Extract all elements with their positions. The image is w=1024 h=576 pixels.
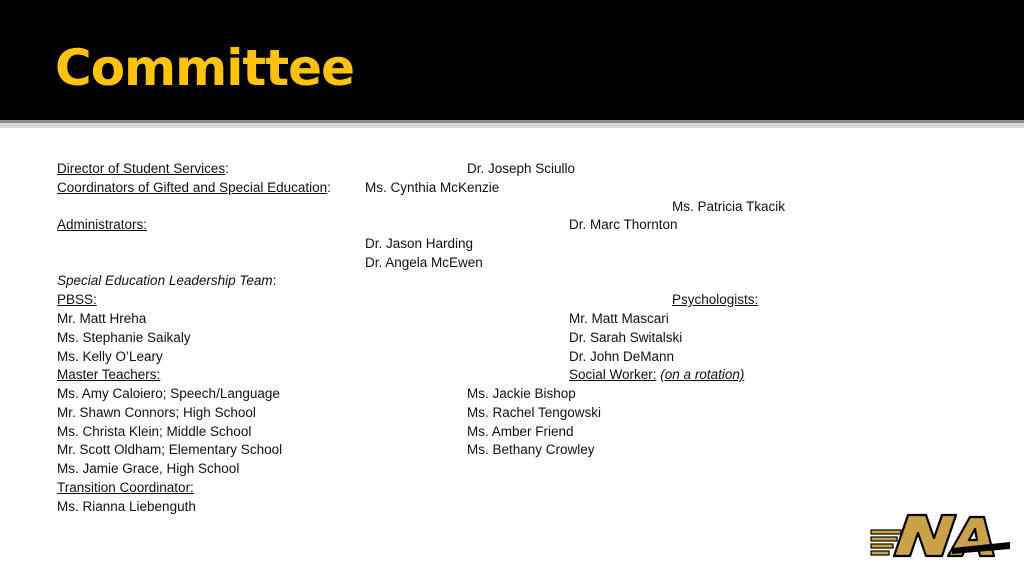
pbss-name: Ms. Kelly O’Leary	[57, 349, 163, 364]
administrator-name: Dr. Angela McEwen	[365, 255, 483, 270]
director-name: Dr. Joseph Sciullo	[467, 161, 576, 176]
social-worker-name: Ms. Rachel Tengowski	[467, 405, 602, 420]
logo-letter-n	[894, 515, 956, 556]
master-teacher-name: Ms. Jamie Grace, High School	[57, 461, 240, 476]
coordinators-label-line	[57, 179, 331, 197]
pbss-name: Mr. Matt Hreha	[57, 311, 147, 326]
administrator-name: Dr. Jason Harding	[365, 236, 474, 251]
director-label: Director of Student Services	[57, 161, 226, 176]
social-worker-name: Ms. Amber Friend	[467, 424, 574, 439]
transition-name: Ms. Rianna Liebenguth	[57, 499, 196, 514]
director-colon: :	[225, 161, 229, 176]
leadership-colon: :	[272, 273, 277, 288]
leadership-label-line	[57, 272, 276, 290]
master-teacher-name: Ms. Christa Klein; Middle School	[57, 424, 252, 439]
pbss-name: Ms. Stephanie Saikaly	[57, 330, 191, 345]
title-bar	[0, 0, 1024, 120]
psychologist-name: Dr. Sarah Switalski	[569, 330, 683, 345]
coordinators-colon: :	[327, 180, 331, 195]
pbss-label: PBSS:	[57, 292, 97, 307]
master-teacher-name: Mr. Shawn Connors; High School	[57, 405, 256, 420]
administrators-label: Administrators:	[57, 217, 148, 232]
leadership-label: Special Education Leadership Team	[57, 273, 273, 288]
master-teacher-name: Mr. Scott Oldham; Elementary School	[57, 442, 283, 457]
social-worker-label: Social Worker:	[569, 367, 657, 382]
coordinator-name: Ms. Patricia Tkacik	[672, 199, 786, 214]
social-worker-name: Ms. Bethany Crowley	[467, 442, 595, 457]
psychologist-name: Mr. Matt Mascari	[569, 311, 669, 326]
psychologists-label: Psychologists:	[672, 292, 759, 307]
social-worker-note: (on a rotation)	[660, 367, 745, 382]
master-teacher-name: Ms. Amy Caloiero; Speech/Language	[57, 386, 280, 401]
director-label-line	[57, 160, 229, 178]
social-worker-name: Ms. Jackie Bishop	[467, 386, 576, 401]
social-worker-label-line	[569, 366, 744, 384]
psychologist-name: Dr. John DeMann	[569, 349, 675, 364]
divider-light	[0, 123, 1024, 128]
transition-label: Transition Coordinator:	[57, 480, 194, 495]
coordinator-name: Ms. Cynthia McKenzie	[365, 180, 500, 195]
master-teachers-label: Master Teachers:	[57, 367, 161, 382]
coordinators-label: Coordinators of Gifted and Special Education	[57, 180, 328, 195]
slide-title: Committee	[55, 39, 355, 97]
administrator-name: Dr. Marc Thornton	[569, 217, 678, 232]
logo-icon	[868, 512, 1014, 562]
